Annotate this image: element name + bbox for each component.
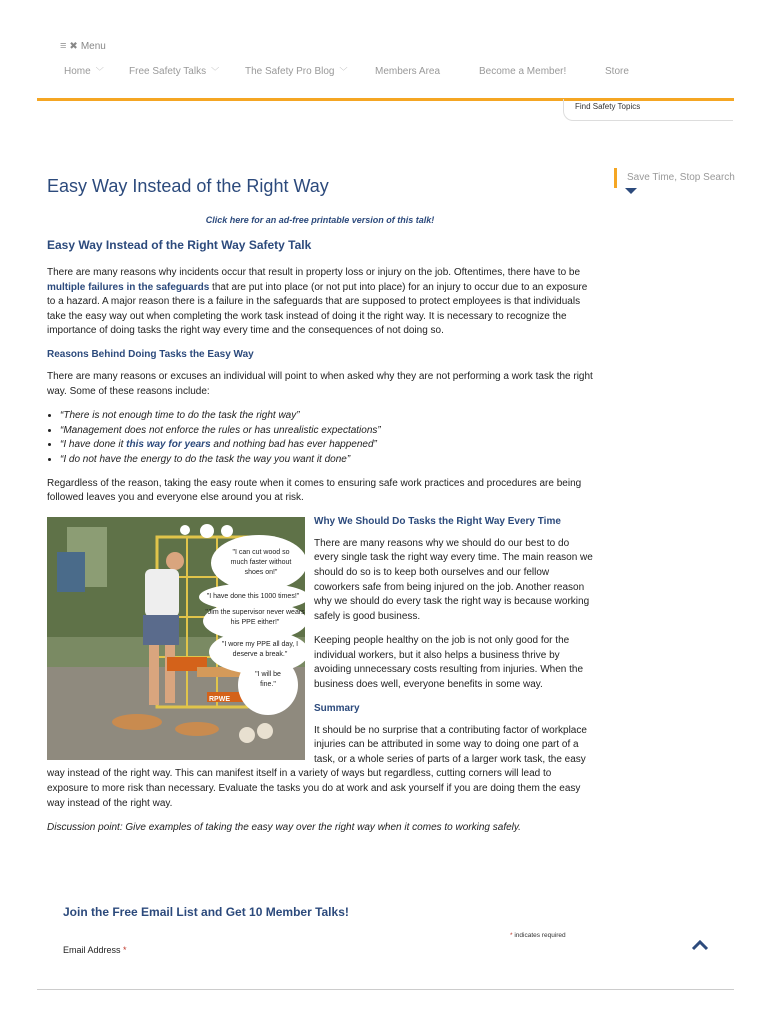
regardless-paragraph: Regardless of the reason, taking the easy route when it comes to ensuring safe work practices and procedures are being followed leaves you and everyone else around you at risk. <box>47 477 582 504</box>
required-note: * indicates required <box>510 932 566 939</box>
chevron-down-icon: ﹀ <box>95 67 104 76</box>
speech-bubble: "Jim the supervisor never wears his PPE either!" <box>205 608 305 626</box>
signup-title: Join the Free Email List and Get 10 Member Talks! <box>63 905 349 919</box>
nav-home[interactable]: Home ﹀ <box>64 66 104 77</box>
list-item: • “There is not enough time to do the task the right way” <box>60 409 593 424</box>
summary-paragraph: It should be no surprise that a contributing factor of workplace injuries can be attributed in some way to doing one part of a task, or a whole series of parts of a larger work task, the easy way instead of the right way. This can manifest itself in a variety of ways but regardless, cutting corners will lead to exposure to more risk than necessary. Evaluate the tasks you do at work and ask yourself if you are doing them the easy way instead of the right way. <box>47 724 587 809</box>
footer-divider <box>37 989 734 990</box>
article-heading: Easy Way Instead of the Right Way Safety Talk <box>47 238 312 252</box>
list-item: • “Management does not enforce the rules or has unrealistic expectations” <box>60 424 593 439</box>
menu-toggle[interactable] <box>60 40 106 52</box>
sidebar-accent-bar <box>614 168 617 188</box>
article <box>47 176 593 846</box>
chevron-down-icon: ﹀ <box>339 67 348 76</box>
chevron-up-icon <box>690 938 710 952</box>
main-nav <box>64 66 629 77</box>
summary-heading: Summary <box>314 702 360 714</box>
speech-bubble: "I wore my PPE all day, I deserve a break." <box>221 640 299 658</box>
nav-free-safety-talks[interactable]: Free Safety Talks ﹀ <box>129 66 220 77</box>
reasons-intro: There are many reasons or excuses an individual will point to when asked why they are not performing a work task the right way. Some of these reasons include: <box>47 370 593 397</box>
hamburger-icon: ≡ <box>60 40 67 52</box>
reasons-heading: Reasons Behind Doing Tasks the Easy Way <box>47 348 254 360</box>
multiple-failures-link[interactable]: multiple failures in the safeguards <box>47 281 210 293</box>
menu-label: Menu <box>80 40 106 52</box>
speech-bubble: "I have done this 1000 times!" <box>206 592 300 600</box>
close-icon: ✖ <box>69 40 78 52</box>
sidebar-widget-title[interactable]: Save Time, Stop Search <box>627 172 735 183</box>
page-title: Easy Way Instead of the Right Way <box>47 176 329 196</box>
list-item: • “I do not have the energy to do the task the way you want it done” <box>60 453 593 468</box>
chevron-down-icon: ﹀ <box>211 67 220 76</box>
discussion-point: Discussion point: Give examples of taking the easy way over the right way when it comes to working safely. <box>47 822 521 834</box>
email-address-label: Email Address * <box>63 945 127 955</box>
speech-bubble: "I will be fine." <box>255 670 281 688</box>
nav-members-area[interactable]: Members Area <box>375 66 441 77</box>
nav-become-member[interactable]: Become a Member! <box>479 66 567 77</box>
why-heading: Why We Should Do Tasks the Right Way Every Time <box>314 515 561 527</box>
why-paragraph-2: Keeping people healthy on the job is not only good for the individual workers, but it also helps a business thrive by avoiding unnecessary costs resulting from injuries. When the business does well, everyone benefits in some way. <box>314 635 584 691</box>
caret-down-icon[interactable] <box>625 188 637 194</box>
printable-version-link[interactable]: Click here for an ad-free printable version of this talk! <box>205 215 435 225</box>
this-way-for-years-link[interactable]: this way for years <box>126 439 211 451</box>
rpwe-logo: RPWE <box>209 695 230 703</box>
speech-bubble: "I can cut wood so much faster without shoes on!" <box>230 548 292 576</box>
nav-safety-pro-blog[interactable]: The Safety Pro Blog ﹀ <box>245 66 348 77</box>
find-topics-dropdown[interactable]: Find Safety Topics <box>563 99 733 121</box>
list-item: • “I have done it this way for years and nothing bad has ever happened” <box>60 438 593 453</box>
reasons-list <box>47 409 593 467</box>
nav-store[interactable]: Store <box>605 66 629 77</box>
scroll-to-top-button[interactable] <box>690 938 710 952</box>
intro-paragraph: There are many reasons why incidents occur that result in property loss or injury on the job. Oftentimes, there have to be multiple failures in the safeguards that are put into place (or not put into place) for an injury to occur due to an exposure to a hazard. A major reason there is a failure in the safeguards that are supposed to protect employees is that individuals take the easy way out when completing the work task instead of doing it the right way. It is necessary to recognize the importance of doing tasks the right way every time and the consequences of not doing so. <box>47 267 588 337</box>
chainsaw-worker-illustration <box>47 517 305 760</box>
why-paragraph-1: There are many reasons why we should do our best to do every single task the right way every time. The main reason we should do so is to keep both ourselves and our fellow coworkers safe from being injured on the job. Another reason why we should do every task the right way is because working safely is good business. <box>314 537 593 622</box>
